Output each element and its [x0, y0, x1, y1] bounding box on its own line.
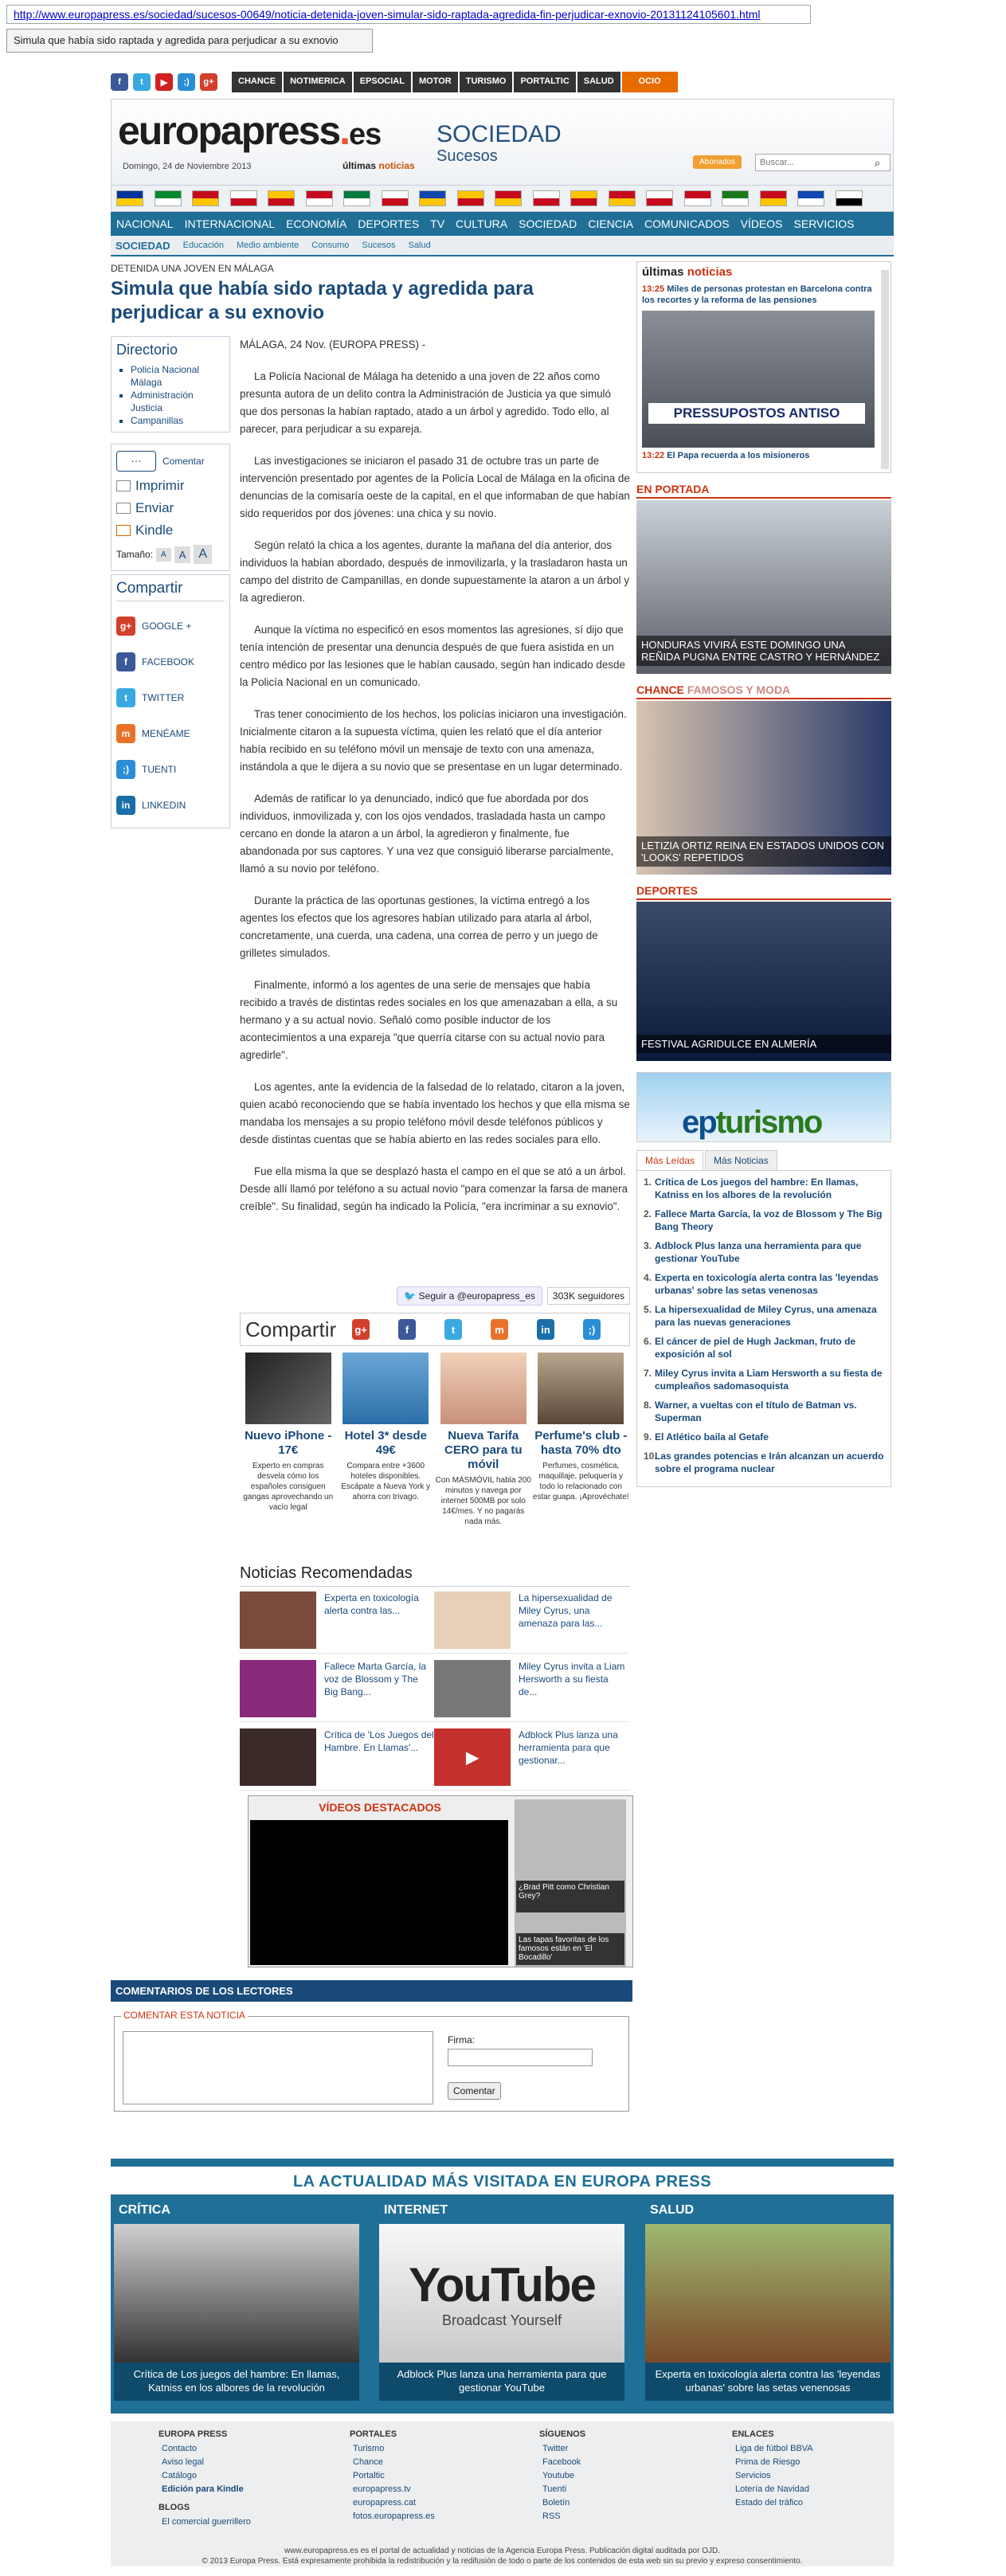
en-portada-caption: HONDURAS VIVIRÁ ESTE DOMINGO UNA REÑIDA PUGNA ENTRE CASTRO Y HERNÁNDEZ: [636, 636, 891, 666]
top-bar: [111, 65, 894, 99]
right-sidebar: [636, 261, 891, 1487]
recommended-item[interactable]: ▶ Adblock Plus lanza una herramienta para que gestionar...: [434, 1728, 628, 1791]
font-small-button[interactable]: A: [156, 548, 171, 562]
facebook-icon[interactable]: f: [398, 1319, 416, 1340]
facebook-icon[interactable]: f: [111, 73, 128, 91]
miley-thumb: [434, 1591, 511, 1649]
recommended-item[interactable]: La hipersexualidad de Miley Cyrus, una amenaza para las...: [434, 1591, 628, 1654]
mas-leidas-item[interactable]: [644, 1303, 884, 1329]
region-flag-icon[interactable]: [343, 190, 370, 206]
ultimas-noticias-box: [636, 261, 891, 473]
statue-liberty-image: [343, 1353, 429, 1424]
region-flag-icon[interactable]: [533, 190, 560, 206]
promo-desc: Experto en compras desvela cómo los españoles consiguen gangas aprovechando un vacío legal: [243, 1462, 334, 1512]
promo-item[interactable]: [338, 1353, 435, 1552]
news-tabs: [636, 1150, 891, 1170]
share-bar-label: Compartir: [245, 1317, 337, 1341]
search-input[interactable]: [755, 154, 891, 171]
abonados-button[interactable]: Abonados: [693, 155, 742, 169]
footer-link[interactable]: Facebook: [542, 2457, 581, 2467]
envelope-icon: [116, 503, 131, 514]
deportes-block: [636, 884, 891, 1061]
item-number: 6.: [644, 1336, 652, 1347]
region-flag-icon[interactable]: [609, 190, 636, 206]
region-flag-icon[interactable]: [495, 190, 522, 206]
subnav-item[interactable]: Sucesos: [362, 241, 396, 250]
region-flag-icon[interactable]: [192, 190, 219, 206]
footer-link[interactable]: fotos.europapress.es: [353, 2511, 435, 2521]
share-title: Compartir: [116, 580, 225, 601]
linkedin-icon: in: [116, 796, 135, 815]
videos-title: VÍDEOS DESTACADOS: [319, 1801, 441, 1814]
deportes-title: DEPORTES: [636, 884, 891, 900]
twitter-icon: t: [116, 688, 135, 707]
topnav-item[interactable]: NOTIMERICA: [284, 72, 352, 92]
footer-col: [539, 2429, 714, 2523]
youtube-tagline: Broadcast Yourself: [441, 2312, 562, 2328]
card-caption: Experta en toxicología alerta contra las 'leyendas urbanas' sobre las setas venenosas: [645, 2363, 891, 2401]
protest-banner: PRESSUPOSTOS ANTISO: [648, 403, 865, 424]
share-googleplus[interactable]: g+ GOOGLE +: [116, 608, 225, 644]
mainnav-item[interactable]: NACIONAL: [116, 217, 174, 230]
article-paragraph: Fue ella misma la que se desplazó hasta el campo en el que se ató a un árbol. Desde allí llamó por teléfono a su actual novio "para comenzar la farsa de manera creíble". Su finalidad, según ha indicado la Policía, "era incriminar a su exnovio".: [240, 1165, 628, 1212]
search-icon[interactable]: ⌕: [875, 157, 881, 169]
region-flag-icon[interactable]: [760, 190, 787, 206]
region-flag-icon[interactable]: [230, 190, 257, 206]
letizia-image[interactable]: [636, 701, 891, 875]
footer-link[interactable]: Youtube: [542, 2471, 574, 2480]
youtube-logo-text: YouTube: [409, 2258, 595, 2312]
epturismo-logo: epturismo: [682, 1105, 822, 1140]
footer-link[interactable]: europapress.cat: [353, 2498, 416, 2507]
subsection-title[interactable]: Sucesos: [436, 147, 498, 165]
mainnav-item[interactable]: TV: [430, 217, 445, 230]
directorio-item[interactable]: ▪ Policía Nacional Málaga: [131, 363, 225, 389]
mas-leidas-item[interactable]: [644, 1335, 884, 1360]
latest-news-item[interactable]: 13:22 El Papa recuerda a los misioneros: [642, 451, 810, 460]
article-paragraph: Según relató la chica a los agentes, durante la mañana del día anterior, dos individuos la habían abordado, después de inmovilizarla, y la trasladaron hasta un campo del distrito de Campanillas, en donde supuestamente la ataron a un árbol y la agredieron.: [240, 539, 630, 604]
linkedin-icon[interactable]: in: [537, 1319, 554, 1340]
video-player-box: [248, 1795, 633, 1967]
mas-leidas-item[interactable]: [644, 1367, 884, 1392]
font-medium-button[interactable]: A: [174, 546, 191, 563]
region-flag-icon[interactable]: [836, 190, 863, 206]
share-twitter[interactable]: t TWITTER: [116, 679, 225, 715]
topnav-item[interactable]: EPSOCIAL: [354, 72, 411, 92]
meneame-icon[interactable]: m: [491, 1319, 508, 1340]
deportes-caption: FESTIVAL AGRIDULCE EN ALMERÍA: [636, 1035, 891, 1053]
recommended-item[interactable]: Crítica de 'Los Juegos del Hambre. En Llamas'...: [240, 1728, 434, 1791]
window-title: Simula que había sido raptada y agredida para perjudicar a su exnovio: [6, 29, 373, 53]
footer-copyright: [111, 2546, 894, 2566]
share-bar: [240, 1313, 630, 1346]
promo-item[interactable]: [533, 1353, 630, 1552]
imprimir-button[interactable]: Imprimir: [116, 478, 225, 494]
googleplus-icon[interactable]: g+: [200, 73, 217, 91]
comment-textarea[interactable]: [123, 2031, 433, 2104]
mas-leidas-item[interactable]: [644, 1176, 884, 1201]
share-box: [111, 574, 230, 828]
item-title: Experta en toxicología alerta contra las 'leyendas urbanas' sobre las setas venenosas: [655, 1272, 879, 1296]
en-portada-block: [636, 483, 891, 674]
footer-link[interactable]: Prima de Riesgo: [735, 2457, 800, 2467]
card-head: CRÍTICA: [119, 2203, 170, 2217]
promo-title: Nuevo iPhone - 17€: [245, 1429, 332, 1457]
follow-button[interactable]: 🐦 Seguir a @europapress_es: [397, 1286, 542, 1306]
firma-input[interactable]: [448, 2049, 593, 2066]
actualidad-title: LA ACTUALIDAD MÁS VISITADA EN EUROPA PRESS: [111, 2167, 894, 2194]
region-flag-icon[interactable]: [116, 190, 143, 206]
recommended-item[interactable]: Fallece Marta García, la voz de Blossom y The Big Bang...: [240, 1660, 434, 1722]
twitter-icon[interactable]: t: [444, 1319, 462, 1340]
mainnav-item[interactable]: SOCIEDAD: [519, 217, 577, 230]
chance-caption: LETIZIA ORTIZ REINA EN ESTADOS UNIDOS CON 'LOOKS' REPETIDOS: [636, 836, 891, 867]
footer-link[interactable]: Edición para Kindle: [162, 2484, 244, 2494]
googleplus-icon[interactable]: g+: [352, 1319, 370, 1340]
subnav-item[interactable]: Consumo: [311, 241, 350, 250]
recommended-item[interactable]: Miley Cyrus invita a Liam Hersworth a su fiesta de...: [434, 1660, 628, 1722]
recommended-item[interactable]: Experta en toxicología alerta contra las...: [240, 1591, 434, 1654]
tuenti-icon[interactable]: ;): [583, 1319, 601, 1340]
video-list: [515, 1799, 626, 1967]
footer-link[interactable]: Boletín: [542, 2498, 570, 2507]
mainnav-item[interactable]: CIENCIA: [588, 217, 634, 230]
topnav-item[interactable]: TURISMO: [460, 72, 513, 92]
section-title[interactable]: SOCIEDAD: [436, 121, 562, 147]
promo-title: Nueva Tarifa CERO para tu móvil: [444, 1429, 523, 1471]
footer-link[interactable]: Aviso legal: [162, 2457, 204, 2467]
video-player[interactable]: [250, 1820, 508, 1965]
item-number: 4.: [644, 1272, 652, 1283]
logo-word: europapress: [118, 108, 340, 153]
enviar-button[interactable]: Enviar: [116, 500, 225, 516]
footer-col: [159, 2429, 334, 2529]
footer-col-title: EUROPA PRESS: [159, 2429, 228, 2439]
mushrooms-thumb: [240, 1591, 316, 1649]
topnav-item[interactable]: OCIO: [622, 72, 678, 92]
hunger-games-image: [114, 2224, 359, 2363]
couple-image: [440, 1353, 526, 1424]
item-title: Crítica de Los juegos del hambre: En llamas, Katniss en los albores de la revolución: [655, 1176, 859, 1200]
video-item[interactable]: Las tapas favoritas de los famosos están en 'El Bocadillo': [516, 1933, 624, 1965]
mainnav-item[interactable]: INTERNACIONAL: [184, 217, 276, 230]
footer-link[interactable]: Lotería de Navidad: [735, 2484, 809, 2494]
tuenti-icon[interactable]: ;): [178, 73, 195, 91]
scrollbar[interactable]: [881, 270, 889, 469]
item-title: Las grandes potencias e Irán alcanzan un acuerdo sobre el programa nuclear: [655, 1450, 884, 1474]
footer-link[interactable]: Chance: [353, 2457, 383, 2467]
region-flag-icon[interactable]: [155, 190, 182, 206]
region-flag-icon[interactable]: [570, 190, 597, 206]
recommended-news: [240, 1564, 630, 1797]
dateline: MÁLAGA, 24 Nov. (EUROPA PRESS) -: [240, 339, 426, 350]
chance-block: [636, 683, 891, 875]
footer-link[interactable]: europapress.tv: [353, 2484, 411, 2494]
footer-col: [350, 2429, 525, 2523]
tab-mas-noticias[interactable]: Más Noticias: [705, 1150, 777, 1170]
tuenti-icon: ;): [116, 760, 135, 779]
current-date: Domingo, 24 de Noviembre 2013: [123, 162, 252, 171]
footer-copy-line: www.europapress.es es el portal de actualidad y noticias de la Agencia Europa Press. Publicación digital auditada por OJD.: [284, 2547, 720, 2555]
item-title: Fallece Marta García, la voz de Blossom y The Big Bang Theory: [655, 1208, 883, 1232]
ultimas-noticias-link[interactable]: últimas noticias: [343, 160, 415, 171]
mainnav-item[interactable]: DEPORTES: [358, 217, 420, 230]
mainnav-item[interactable]: SERVICIOS: [793, 217, 855, 230]
topnav-item[interactable]: MOTOR: [413, 72, 458, 92]
item-title: Adblock Plus lanza una herramienta para que gestionar YouTube: [655, 1240, 862, 1264]
mainnav-item[interactable]: VÍDEOS: [740, 217, 783, 230]
twitter-bird-icon: 🐦: [404, 1290, 417, 1302]
comment-form: [114, 2010, 629, 2112]
logo[interactable]: europapress.es: [118, 108, 382, 153]
article-paragraph: Finalmente, informó a los agentes de una serie de mensajes que había recibido a través de distintas redes sociales en los que amenazaban a ella, a su hermano y a su actual novio. Señaló como posible inductor de los acontecimientos a una expareja "que querría citarse con su actual novio para agredirle".: [240, 979, 618, 1061]
mas-leidas-list: [636, 1170, 891, 1487]
mainnav-item[interactable]: COMUNICADOS: [644, 217, 730, 230]
article-paragraph: Las investigaciones se iniciaron el pasado 31 de octubre tras un parte de intervención presentado por agentes de la Policía Local de Málaga en la oficina de denuncias de la comisaría oeste de la capital, en el que informaban de que habían sido requeridos por dos jóvenes: una chica y su novio.: [240, 455, 630, 519]
sponsored-promos: [240, 1353, 630, 1552]
top-nav: [232, 72, 679, 92]
article-body: [240, 336, 630, 1230]
mas-leidas-item[interactable]: [644, 1450, 884, 1475]
regional-flags: [111, 185, 894, 212]
woman-image: [538, 1353, 624, 1424]
marta-garcia-thumb: [240, 1660, 316, 1717]
logo-tld: es: [349, 118, 382, 151]
region-flag-icon[interactable]: [306, 190, 333, 206]
footer-link[interactable]: Twitter: [542, 2444, 569, 2453]
card-head: SALUD: [650, 2203, 695, 2217]
masthead: [111, 99, 894, 185]
tools-box: [111, 444, 230, 571]
footer-col-title: BLOGS: [159, 2503, 190, 2512]
article-paragraph: Aunque la víctima no especificó en esos momentos las agresiones, sí dijo que tenía intención de presentar una denuncia después de que fuera asistida en un centro médico por las lesiones que le habían causado, según han indicado desde la Policía Nacional en un comunicado.: [240, 624, 625, 688]
facebook-icon: f: [116, 652, 135, 671]
footer-link[interactable]: Liga de fútbol BBVA: [735, 2444, 813, 2453]
share-tuenti[interactable]: ;) TUENTI: [116, 751, 225, 787]
kindle-icon: [116, 525, 131, 536]
video-item[interactable]: ¿Brad Pitt como Christian Grey?: [516, 1881, 624, 1912]
region-flag-icon[interactable]: [419, 190, 446, 206]
actualidad-section: [111, 2159, 894, 2414]
mas-leidas-item[interactable]: [644, 1208, 884, 1233]
article-paragraph: Tras tener conocimiento de los hechos, los policías iniciaron una investigación. Inicialmente citaron a la supuesta víctima, quien les relató que el día anterior había recibido en su teléfono móvil un mensaje de texto con una amenaza, instándola a que le dijera a su novio que se presentase en un lugar determinado.: [240, 708, 627, 773]
protest-image: [642, 311, 875, 448]
promo-desc: Con MÁSMÓVIL habla 200 minutos y navega por internet 500MB por solo 14€/mes. Y no pagarás nada más.: [435, 1476, 531, 1526]
firma-label: Firma:: [448, 2034, 475, 2046]
tab-mas-leidas[interactable]: Más Leídas: [636, 1150, 703, 1170]
comments-section: [111, 1980, 632, 2112]
printer-icon: [116, 480, 131, 491]
comments-bar: COMENTARIOS DE LOS LECTORES: [111, 1980, 632, 2002]
footer-link[interactable]: El comercial guerrillero: [162, 2517, 251, 2527]
footer-link[interactable]: Turismo: [353, 2444, 385, 2453]
youtube-logo-image: [379, 2224, 624, 2363]
region-flag-icon[interactable]: [797, 190, 824, 206]
actualidad-card[interactable]: [111, 2197, 362, 2406]
en-portada-title: EN PORTADA: [636, 483, 891, 499]
region-flag-icon[interactable]: [684, 190, 711, 206]
mainnav-item[interactable]: CULTURA: [456, 217, 508, 230]
item-title: Miley Cyrus invita a Liam Hersworth a su fiesta de cumpleaños sadomasoquista: [655, 1368, 883, 1392]
font-size-control: Tamaño: A A A: [116, 545, 225, 564]
comment-bubble-icon: …: [116, 451, 156, 472]
footer-link[interactable]: Tuenti: [542, 2484, 567, 2494]
item-number: 3.: [644, 1240, 652, 1251]
footer-link[interactable]: Contacto: [162, 2444, 198, 2453]
actualidad-card[interactable]: [376, 2197, 628, 2406]
subnav-item[interactable]: Salud: [408, 241, 431, 250]
main-nav: [111, 212, 894, 236]
region-flag-icon[interactable]: [457, 190, 484, 206]
footer-link[interactable]: Servicios: [735, 2471, 771, 2480]
footer-copy-line: © 2013 Europa Press. Está expresamente prohibida la redistribución y la redifusión de todo o parte de los contenidos de esta web sin su previo y expreso consentimiento.: [202, 2557, 803, 2566]
item-title: El Atlético baila al Getafe: [655, 1431, 769, 1443]
mas-leidas-item[interactable]: [644, 1431, 884, 1443]
chance-title: CHANCE FAMOSOS Y MODA: [636, 683, 891, 699]
googleplus-icon: g+: [116, 617, 135, 636]
mainnav-item[interactable]: ECONOMÍA: [286, 217, 347, 230]
item-number: 5.: [644, 1304, 652, 1315]
footer-link[interactable]: Catálogo: [162, 2471, 198, 2480]
footer-col-title: PORTALES: [350, 2429, 397, 2439]
footer-col-title: SÍGUENOS: [539, 2429, 586, 2439]
footer-link[interactable]: Portaltic: [353, 2471, 385, 2480]
article-title: Simula que había sido raptada y agredida para perjudicar a su exnovio: [111, 278, 534, 323]
region-flag-icon[interactable]: [382, 190, 409, 206]
follower-count: 303K seguidores: [547, 1287, 630, 1305]
region-flag-icon[interactable]: [722, 190, 749, 206]
font-large-button[interactable]: A: [194, 545, 212, 564]
mas-leidas-item[interactable]: [644, 1399, 884, 1424]
ultimas-title: últimas noticias: [642, 265, 733, 279]
mushrooms-image: [645, 2224, 891, 2363]
card-caption: Adblock Plus lanza una herramienta para que gestionar YouTube: [379, 2363, 624, 2401]
region-flag-icon[interactable]: [646, 190, 673, 206]
epturismo-banner[interactable]: [636, 1072, 891, 1142]
twitter-follow: [374, 1286, 630, 1306]
iphone-image: [245, 1353, 331, 1424]
region-flag-icon[interactable]: [268, 190, 295, 206]
article-paragraph: Los agentes, ante la evidencia de la falsedad de lo relatado, citaron a la joven, quien acabó reconociendo que se había inventado los hechos y que ella misma se mandaba los mensajes a su propio teléfono móvil desde teléfonos públicos y desde distintas cuentas que se había abierto en las redes sociales para ello.: [240, 1081, 630, 1145]
actualidad-card[interactable]: [642, 2197, 894, 2406]
promo-item[interactable]: [435, 1353, 532, 1552]
footer-link[interactable]: RSS: [542, 2511, 561, 2521]
share-linkedin[interactable]: in LINKEDIN: [116, 787, 225, 823]
youtube-icon[interactable]: ▶: [155, 73, 173, 91]
item-number: 8.: [644, 1400, 652, 1411]
comment-submit-button[interactable]: Comentar: [448, 2082, 501, 2100]
footer-link[interactable]: Estado del tráfico: [735, 2498, 803, 2507]
item-title: La hipersexualidad de Miley Cyrus, una amenaza para las nuevas generaciones: [655, 1304, 877, 1328]
latest-news-item[interactable]: 13:25 Miles de personas protestan en Barcelona contra los recortes y la reforma de las pensiones: [642, 284, 872, 305]
mas-leidas-item[interactable]: [644, 1239, 884, 1265]
youtube-thumb: ▶: [434, 1728, 511, 1786]
item-number: 1.: [644, 1176, 652, 1188]
card-caption: Crítica de Los juegos del hambre: En llamas, Katniss en los albores de la revolución: [114, 2363, 359, 2401]
promo-title: Hotel 3* desde 49€: [344, 1429, 427, 1457]
comment-legend: COMENTAR ESTA NOTICIA: [121, 2010, 248, 2021]
share-meneame[interactable]: m MENÉAME: [116, 715, 225, 751]
directorio-item[interactable]: ▪ Campanillas: [131, 414, 225, 427]
topnav-item[interactable]: CHANCE: [232, 72, 282, 92]
directorio-box: [111, 336, 230, 433]
card-head: INTERNET: [384, 2203, 448, 2217]
promo-title: Perfume's club - hasta 70% dto: [534, 1429, 628, 1457]
item-number: 2.: [644, 1208, 652, 1219]
kindle-button[interactable]: Kindle: [116, 523, 225, 538]
miley-party-thumb: [434, 1660, 511, 1717]
article-kicker: DETENIDA UNA JOVEN EN MÁLAGA: [111, 263, 274, 274]
article-paragraph: Durante la práctica de las oportunas gestiones, la víctima entregó a los agentes los efectos que los agresores habían utilizado para atarla al árbol, concretamente, una cuerda, una cadena, una correa de perro y un juego de grilletes simulados.: [240, 895, 598, 959]
football-image[interactable]: [636, 902, 891, 1061]
share-facebook[interactable]: f FACEBOOK: [116, 644, 225, 679]
left-sidebar: [111, 336, 230, 828]
recommended-title: Noticias Recomendadas: [240, 1564, 630, 1587]
footer: [111, 2421, 894, 2566]
address-bar[interactable]: http://www.europapress.es/sociedad/sucesos-00649/noticia-detenida-joven-simular-sido-raptada-agredida-fin-perjudicar-exnovio-20131124105601.html: [6, 5, 811, 24]
footer-col: [732, 2429, 907, 2510]
directorio-title: Directorio: [116, 342, 178, 358]
subnav-current[interactable]: SOCIEDAD: [115, 239, 170, 252]
item-title: El cáncer de piel de Hugh Jackman, fruto de exposición al sol: [655, 1336, 856, 1360]
article-paragraph: Además de ratificar lo ya denunciado, indicó que fue abordada por dos individuos, inmovilizada y, con los ojos vendados, trasladada hasta un campo cercano en donde la ataron a un árbol, la agredieron y finalmente, fue abandonada por sus captores. Y una vez que consiguió liberarse parcialmente, llamó a su novio por teléfono.: [240, 793, 614, 875]
page: [111, 65, 894, 2566]
item-number: 7.: [644, 1368, 652, 1379]
subnav-item[interactable]: Medio ambiente: [237, 241, 299, 250]
subnav-item[interactable]: Educación: [182, 241, 224, 250]
promo-item[interactable]: [240, 1353, 337, 1552]
honduras-image[interactable]: [636, 500, 891, 674]
item-number: 10.: [644, 1450, 657, 1462]
twitter-icon[interactable]: t: [133, 73, 151, 91]
item-number: 9.: [644, 1431, 652, 1443]
meneame-icon: m: [116, 724, 135, 743]
item-title: Warner, a vueltas con el título de Batman vs. Superman: [655, 1400, 857, 1423]
hunger-games-thumb: [240, 1728, 316, 1786]
footer-col-title: ENLACES: [732, 2429, 774, 2439]
promo-desc: Perfumes, cosmética, maquillaje, peluquería y todo lo relacionado con estar guapa. ¡Aprovéchate!: [532, 1462, 629, 1501]
mas-leidas-item[interactable]: [644, 1271, 884, 1297]
topnav-item[interactable]: PORTALTIC: [514, 72, 575, 92]
comentar-button[interactable]: … Comentar: [116, 451, 225, 472]
article-paragraph: La Policía Nacional de Málaga ha detenido a una joven de 22 años como presunta autora de un delito contra la Administración de Justicia ya que simuló que dos personas la habían raptado, atado a un árbol y agredido. Todo ello, al parecer, para perjudicar a su expareja.: [240, 370, 611, 435]
topnav-item[interactable]: SALUD: [577, 72, 620, 92]
promo-desc: Compara entre +3600 hoteles disponibles. Escápate a Nueva York y ahorra con trivago.: [341, 1462, 431, 1501]
directorio-item[interactable]: ▪ Administración Justicia: [131, 389, 225, 414]
sub-nav: [111, 236, 894, 256]
